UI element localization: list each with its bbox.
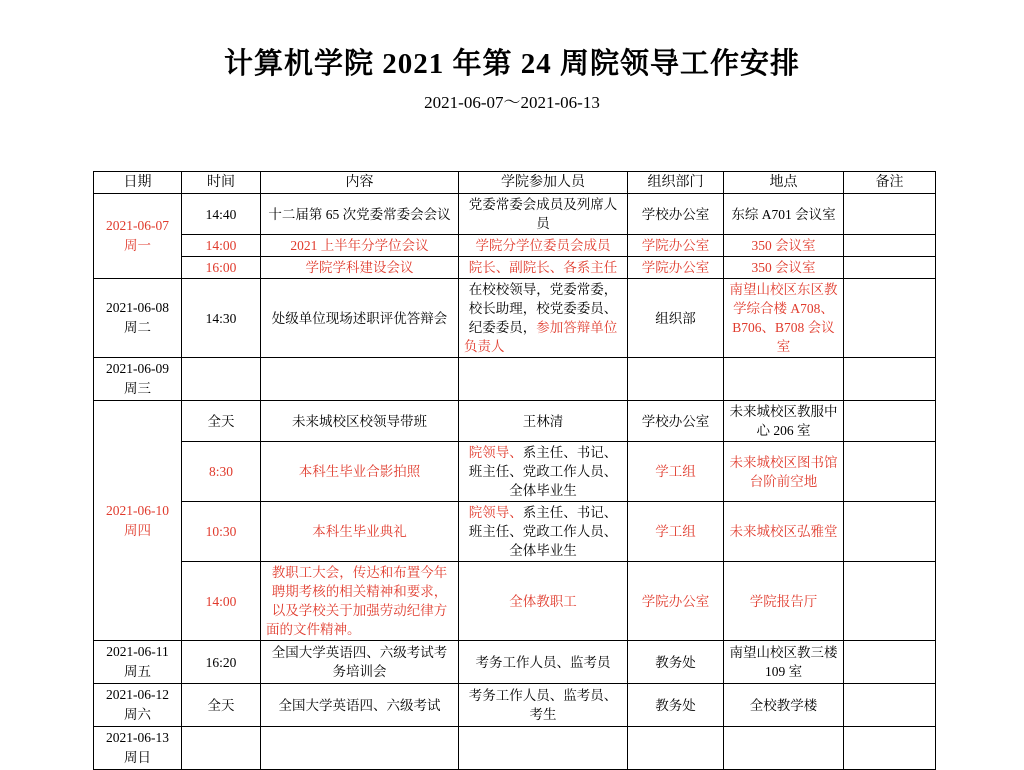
location-cell: 全校教学楼 <box>724 684 844 727</box>
remark-cell <box>844 257 936 279</box>
dept-cell <box>628 727 724 770</box>
dept-cell: 学院办公室 <box>628 257 724 279</box>
remark-cell <box>844 194 936 235</box>
table-row <box>94 279 936 358</box>
date-text: 2021-06-07 <box>106 218 169 233</box>
table-row <box>94 641 936 684</box>
content-cell: 2021 上半年分学位会议 <box>261 235 459 257</box>
date-text: 2021-06-11 <box>106 644 169 659</box>
dept-cell: 组织部 <box>628 279 724 358</box>
remark-cell <box>844 727 936 770</box>
time-cell: 14:00 <box>182 562 261 641</box>
time-cell: 16:00 <box>182 257 261 279</box>
remark-cell <box>844 279 936 358</box>
col-header-participants: 学院参加人员 <box>459 172 628 194</box>
content-cell: 教职工大会，传达和布置今年聘期考核的相关精神和要求，以及学校关于加强劳动纪律方面的文件精神。 <box>261 562 459 641</box>
col-header-remark: 备注 <box>844 172 936 194</box>
time-cell <box>182 358 261 401</box>
table-row <box>94 257 936 279</box>
participants-cell <box>459 279 628 358</box>
location-cell: 350 会议室 <box>724 235 844 257</box>
weekday-text: 周日 <box>124 750 151 765</box>
time-cell: 10:30 <box>182 502 261 562</box>
table-row <box>94 502 936 562</box>
participants-black-part: 在校校领导，党委常委，校长助理，校党委委员、纪委委员， <box>468 282 618 335</box>
dept-cell: 学院办公室 <box>628 235 724 257</box>
time-cell: 8:30 <box>182 442 261 502</box>
dept-cell: 学校办公室 <box>628 401 724 442</box>
participants-cell <box>459 358 628 401</box>
participants-black-part: 系主任、书记、班主任、党政工作人员、全体毕业生 <box>468 445 618 498</box>
dept-cell <box>628 358 724 401</box>
table-row <box>94 235 936 257</box>
col-header-time: 时间 <box>182 172 261 194</box>
content-cell: 本科生毕业合影拍照 <box>261 442 459 502</box>
date-text: 2021-06-10 <box>106 502 169 518</box>
participants-cell <box>459 502 628 562</box>
participants-cell: 学院分学位委员会成员 <box>459 235 628 257</box>
participants-red-part: 院领导、 <box>468 505 523 520</box>
participants-black-part: 系主任、书记、班主任、党政工作人员、全体毕业生 <box>468 505 618 558</box>
weekday-text: 周四 <box>124 522 151 538</box>
content-cell: 未来城校区校领导带班 <box>261 401 459 442</box>
table-row <box>94 358 936 401</box>
dept-cell: 学工组 <box>628 502 724 562</box>
dept-cell: 学校办公室 <box>628 194 724 235</box>
date-cell <box>94 194 182 279</box>
weekday-text: 周六 <box>124 707 151 722</box>
location-cell <box>724 727 844 770</box>
table-row <box>94 401 936 442</box>
content-cell: 处级单位现场述职评优答辩会 <box>261 279 459 358</box>
participants-cell: 党委常委会成员及列席人员 <box>459 194 628 235</box>
remark-cell <box>844 358 936 401</box>
time-cell <box>182 727 261 770</box>
remark-cell <box>844 562 936 641</box>
weekday-text: 周三 <box>124 381 151 396</box>
col-header-dept: 组织部门 <box>628 172 724 194</box>
page-title: 计算机学院 2021 年第 24 周院领导工作安排 <box>223 48 800 80</box>
date-cell <box>94 401 182 641</box>
schedule-table <box>93 171 936 770</box>
content-cell: 全国大学英语四、六级考试 <box>261 684 459 727</box>
participants-cell: 王林清 <box>459 401 628 442</box>
remark-cell <box>844 235 936 257</box>
content-cell <box>261 727 459 770</box>
content-cell: 十二届第 65 次党委常委会会议 <box>261 194 459 235</box>
participants-cell: 全体教职工 <box>459 562 628 641</box>
remark-cell <box>844 502 936 562</box>
time-cell: 全天 <box>182 684 261 727</box>
remark-cell <box>844 684 936 727</box>
table-row <box>94 562 936 641</box>
remark-cell <box>844 401 936 442</box>
dept-cell: 学院办公室 <box>628 562 724 641</box>
table-row <box>94 727 936 770</box>
remark-cell <box>844 442 936 502</box>
participants-cell: 考务工作人员、监考员、考生 <box>459 684 628 727</box>
dept-cell: 教务处 <box>628 641 724 684</box>
location-cell: 学院报告厅 <box>724 562 844 641</box>
time-cell: 14:00 <box>182 235 261 257</box>
table-row <box>94 684 936 727</box>
location-cell: 未来城校区弘雅堂 <box>724 502 844 562</box>
date-cell <box>94 684 182 727</box>
weekday-text: 周二 <box>124 320 151 335</box>
participants-cell: 考务工作人员、监考员 <box>459 641 628 684</box>
date-text: 2021-06-12 <box>106 687 169 702</box>
participants-cell: 院长、副院长、各系主任 <box>459 257 628 279</box>
header-row <box>94 172 936 194</box>
dept-cell: 教务处 <box>628 684 724 727</box>
participants-red-part: 参加答辩单位负责人 <box>464 320 618 354</box>
col-header-date: 日期 <box>94 172 182 194</box>
date-text: 2021-06-08 <box>106 300 169 315</box>
date-cell <box>94 358 182 401</box>
dept-cell: 学工组 <box>628 442 724 502</box>
date-cell <box>94 641 182 684</box>
location-cell <box>724 358 844 401</box>
date-cell <box>94 727 182 770</box>
time-cell: 14:30 <box>182 279 261 358</box>
date-text: 2021-06-09 <box>106 361 169 376</box>
content-cell <box>261 358 459 401</box>
time-cell: 14:40 <box>182 194 261 235</box>
col-header-location: 地点 <box>724 172 844 194</box>
location-cell: 未来城校区图书馆台阶前空地 <box>724 442 844 502</box>
table-row <box>94 194 936 235</box>
weekday-text: 周一 <box>124 238 151 253</box>
content-cell: 学院学科建设会议 <box>261 257 459 279</box>
location-cell: 南望山校区东区教学综合楼 A708、B706、B708 会议室 <box>724 279 844 358</box>
location-cell: 南望山校区教三楼 109 室 <box>724 641 844 684</box>
date-text: 2021-06-13 <box>106 730 169 745</box>
time-cell: 16:20 <box>182 641 261 684</box>
participants-cell <box>459 727 628 770</box>
table-row <box>94 442 936 502</box>
document-page <box>0 46 1024 770</box>
weekday-text: 周五 <box>124 664 151 679</box>
participants-red-part: 院领导、 <box>468 445 523 460</box>
content-cell: 全国大学英语四、六级考试考务培训会 <box>261 641 459 684</box>
participants-cell <box>459 442 628 502</box>
col-header-content: 内容 <box>261 172 459 194</box>
location-cell: 未来城校区教服中心 206 室 <box>724 401 844 442</box>
location-cell: 350 会议室 <box>724 257 844 279</box>
content-cell: 本科生毕业典礼 <box>261 502 459 562</box>
remark-cell <box>844 641 936 684</box>
time-cell: 全天 <box>182 401 261 442</box>
location-cell: 东综 A701 会议室 <box>724 194 844 235</box>
date-range: 2021-06-07～2021-06-13 <box>424 93 600 112</box>
date-cell <box>94 279 182 358</box>
